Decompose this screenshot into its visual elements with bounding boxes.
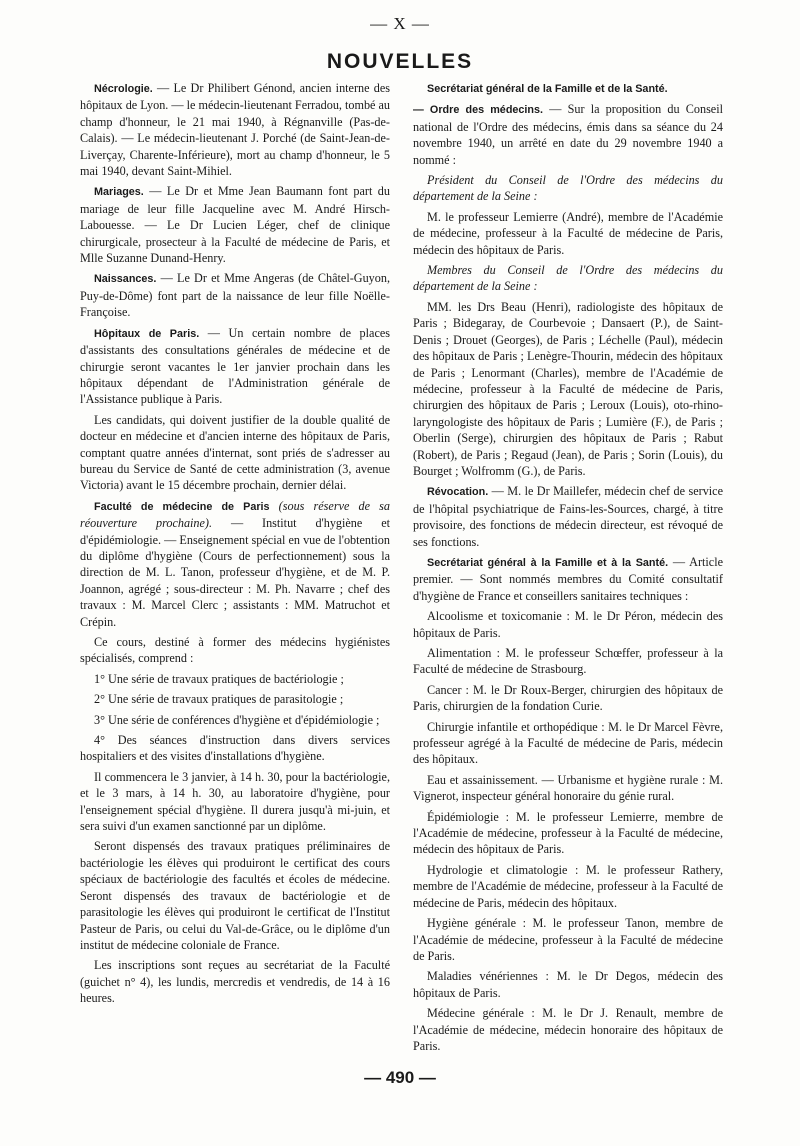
- paragraph: [80, 80, 390, 179]
- paragraph: [80, 270, 390, 320]
- paragraph: [413, 262, 723, 295]
- paragraph-text: Seront dispensés des travaux pratiques préliminaires de bactériologie les élèves qui produiront le certificat des cours spéciaux de bactériologie des facultés et écoles de médecine. Seront dispensés des travaux de bactériologie et de parasitologie les élèves qui produiront le certificat de l'Institut Pasteur de Paris, ou celui du Val-de-Grâce, ou le diplôme d'un institut de médecine coloniale de France.: [80, 839, 390, 952]
- paragraph-heading: Mariages.: [94, 186, 144, 199]
- paragraph: [413, 772, 723, 805]
- paragraph-heading: Nécrologie.: [94, 83, 153, 95]
- paragraph-heading: Faculté de médecine de Paris: [94, 500, 270, 513]
- paragraph-text: Les candidats, qui doivent justifier de la double qualité de docteur en médecine et d'ancien interne des hôpitaux de Paris, comptant quatre années d'internat, sont priés de s'adresser au bureau du Service de Santé de cette administration (3, avenue Victoria) avant le 15 décembre prochain, dernier délai.: [80, 412, 390, 493]
- paragraph-text: 3° Une série de conférences d'hygiène et d'épidémiologie ;: [94, 712, 380, 727]
- paragraph: [413, 80, 723, 97]
- paragraph-text: 2° Une série de travaux pratiques de parasitologie ;: [94, 692, 344, 707]
- italic-text: Président du Conseil de l'Ordre des médecins du département de la Seine :: [413, 173, 723, 204]
- paragraph-text: — Le Dr et Mme Angeras (de Châtel-Guyon, Puy-de-Dôme) font part de la naissance de leur fille Noëlle-Françoise.: [80, 271, 390, 320]
- paragraph: [80, 671, 390, 687]
- italic-text: (sous réserve de sa réouverture prochaine).: [80, 498, 390, 531]
- paragraph-text: Médecine générale : M. le Dr J. Renault, membre de l'Académie de médecine, médecin honoraire des hôpitaux de Paris.: [413, 1006, 723, 1053]
- paragraph-text: Cancer : M. le Dr Roux-Berger, chirurgien des hôpitaux de Paris, chirurgien de la fondation Curie.: [413, 682, 723, 714]
- paragraph: [80, 325, 390, 408]
- paragraph: [413, 1005, 723, 1054]
- paragraph: [80, 412, 390, 494]
- paragraph: [413, 809, 723, 858]
- left-column: [80, 80, 390, 1011]
- paragraph-heading: Secrétariat général à la Famille et à la Santé.: [427, 556, 669, 569]
- paragraph: [80, 498, 390, 630]
- right-column: [413, 80, 723, 1058]
- paragraph: [413, 554, 723, 604]
- paragraph: [413, 968, 723, 1001]
- paragraph-text: — Un certain nombre de places d'assistants des consultations générales de médecine et de chirurgie seront vacantes le 1er janvier prochain dans les hôpitaux dépendant de l'Administration générale de l'Assistance publique à Paris.: [80, 325, 391, 407]
- paragraph-text: — Sur la proposition du Conseil national de l'Ordre des médecins, émis dans sa séance du 24 novembre 1940, un arrêté en date du 29 novembre 1940 a nommé :: [413, 102, 723, 167]
- paragraph-text: Maladies vénériennes : M. le Dr Degos, médecin des hôpitaux de Paris.: [413, 969, 723, 1000]
- paragraph-text: Hydrologie et climatologie : M. le professeur Rathery, membre de l'Académie de médecine, professeur à la Faculté de médecine de Paris, médecin des hôpitaux.: [413, 862, 723, 910]
- paragraph-text: — Le Dr et Mme Jean Baumann font part du mariage de leur fille Jacqueline avec M. André Hirsch-Labouesse. — Le Dr Lucien Léger, chef de clinique chirurgicale, prosecteur à la Faculté de médecine de Paris, et Mlle Suzanne Dunand-Henry.: [80, 184, 390, 266]
- paragraph-text: — Article premier. — Sont nommés membres du Comité consultatif d'hygiène de France et conseillers sanitaires techniques :: [413, 554, 723, 603]
- paragraph-text: 4° Des séances d'instruction dans divers services hospitaliers et des visites d'installations d'hygiène.: [80, 733, 390, 764]
- paragraph-heading: Révocation.: [427, 486, 489, 499]
- paragraph: [413, 209, 723, 258]
- italic-text: Membres du Conseil de l'Ordre des médecins du département de la Seine :: [413, 263, 723, 294]
- paragraph: [413, 682, 723, 715]
- paragraph-text: 1° Une série de travaux pratiques de bactériologie ;: [94, 671, 344, 686]
- paragraph: [413, 862, 723, 911]
- paragraph: [80, 838, 390, 953]
- paragraph-heading: — Ordre des médecins.: [413, 104, 544, 117]
- paragraph-text: Hygiène générale : M. le professeur Tanon, membre de l'Académie de médecine, professeur à la Faculté de médecine de Paris.: [413, 916, 723, 963]
- paragraph-text: — Le Dr Philibert Génond, ancien interne des hôpitaux de Lyon. — le médecin-lieutenant Ferradou, tombé au champ d'honneur, le 21 mai 1940, à Régnanville (Pas-de-Calais). — Le médecin-lieutenant J. Porché (de Saint-Jean-de-Liverçay, Charente-Inférieure), mort au champ d'honneur, le 5 mai 1940, devant Saint-Mihiel.: [80, 81, 391, 179]
- paragraph: [80, 732, 390, 765]
- paragraph-text: Eau et assainissement. — Urbanisme et hygiène rurale : M. Vignerot, inspecteur général honoraire du génie rural.: [413, 772, 723, 804]
- paragraph-heading: Hôpitaux de Paris.: [94, 327, 200, 340]
- paragraph: [413, 719, 723, 768]
- paragraph: [413, 172, 723, 205]
- paragraph: [413, 483, 723, 550]
- paragraph: [80, 712, 390, 728]
- paragraph-text: Épidémiologie : M. le professeur Lemierre, membre de l'Académie de médecine, professeur à la Faculté de médecine, médecin des hôpitaux de Paris.: [413, 809, 723, 857]
- paragraph: [413, 101, 723, 168]
- section-heading: NOUVELLES: [326, 50, 474, 73]
- paragraph-text: Il commencera le 3 janvier, à 14 h. 30, pour la bactériologie, et le 3 mars, à 14 h. 30, au laboratoire d'hygiène, pour l'enseignement spécial d'hygiène. Il durera jusqu'à mi-juin, et sera suivi d'un examen sanctionné par un diplôme.: [80, 769, 390, 834]
- paragraph: [80, 769, 390, 835]
- paragraph: [80, 183, 390, 266]
- paragraph: [80, 634, 390, 667]
- paragraph-text: Chirurgie infantile et orthopédique : M. le Dr Marcel Fèvre, professeur agrégé à la Faculté de médecine de Paris, médecin des hôpitaux.: [413, 719, 723, 767]
- paragraph: [80, 691, 390, 707]
- paragraph-text: Alimentation : M. le professeur Schœffer, professeur à la Faculté de médecine de Strasbourg.: [413, 646, 723, 677]
- paragraph: [413, 645, 723, 678]
- paragraph-text: Les inscriptions sont reçues au secrétariat de la Faculté (guichet n° 4), les lundis, mercredis et vendredis, de 14 à 16 heures.: [80, 958, 390, 1006]
- paragraph-text: — Institut d'hygiène et d'épidémiologie. — Enseignement spécial en vue de l'obtention du diplôme d'hygiène (Cours de perfectionnement) sous la direction de M. L. Tanon, professeur d'hygiène, et de M. P. Joannon, agrégé ; sous-directeur : M. Ph. Navarre ; chef des travaux : M. Marcel Clerc ; assistants : MM. Matruchot et Crépin.: [80, 516, 390, 629]
- paragraph-text: M. le professeur Lemierre (André), membre de l'Académie de médecine, professeur à la Faculté de médecine de Paris, médecin des hôpitaux de Paris.: [413, 209, 723, 257]
- paragraph: [80, 957, 390, 1006]
- paragraph-text: MM. les Drs Beau (Henri), radiologiste des hôpitaux de Paris ; Bidegaray, de Courbevoie ; Dansaert (P.), de Saint-Denis ; Drouet (Georges), de Paris ; Léchelle (Paul), médecin des hôpitaux de Paris ; Lenègre-Thourin, médecin des hôpitaux de Paris ; Lenormant (Charles), membre de l'Académie de médecine, professeur à la Faculté de médecine de Paris, chirurgien des hôpitaux de Paris ; Leroux (Louis), oto-rhino-laryngologiste des hôpitaux de Paris ; Lumière (F.), de Paris ; Oberlin (Serge), chirurgien des hôpitaux de Paris ; Rabut (Robert), de Paris ; Regaud (Jean), de Paris ; Sorin (Louis), du Bourget ; Wolfromm (G.), de Paris.: [413, 299, 723, 478]
- page-number: — 490 —: [364, 1068, 436, 1087]
- paragraph-text: — M. le Dr Maillefer, médecin chef de service de l'hôpital psychiatrique de Fains-les-Sources, chargé, à titre provisoire, des fonctions de médecin directeur, est révoqué de ses fonctions.: [413, 484, 723, 549]
- paragraph-heading: Naissances.: [94, 273, 157, 286]
- page-section-numeral: — X —: [370, 14, 430, 33]
- paragraph-heading: Secrétariat général de la Famille et de la Santé.: [427, 83, 668, 95]
- paragraph: [413, 915, 723, 964]
- paragraph: [413, 299, 723, 479]
- paragraph-text: Ce cours, destiné à former des médecins hygiénistes spécialisés, comprend :: [80, 635, 390, 666]
- paragraph: [413, 608, 723, 641]
- paragraph-text: Alcoolisme et toxicomanie : M. le Dr Péron, médecin des hôpitaux de Paris.: [413, 609, 723, 640]
